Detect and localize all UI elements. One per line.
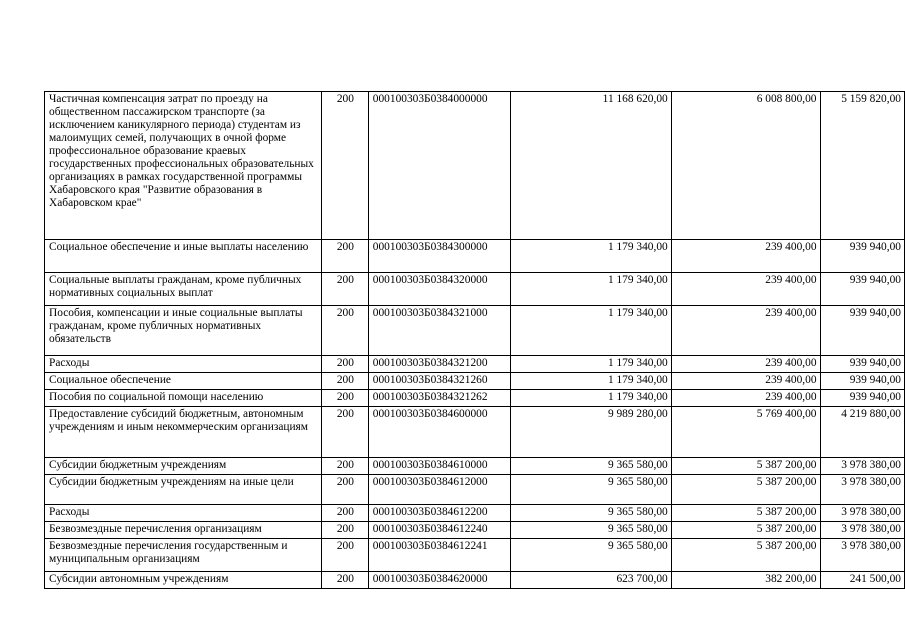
row-code: 200 — [322, 458, 369, 475]
row-value-1: 1 179 340,00 — [510, 306, 671, 356]
table-row — [45, 407, 905, 458]
row-code: 200 — [322, 407, 369, 458]
table-row — [45, 306, 905, 356]
row-csr: 000100303Б0384612200 — [368, 505, 510, 522]
table-row — [45, 390, 905, 407]
row-name: Социальное обеспечение и иные выплаты населению — [45, 240, 322, 273]
row-csr: 000100303Б0384600000 — [368, 407, 510, 458]
row-value-3: 3 978 380,00 — [820, 458, 904, 475]
row-value-1: 9 365 580,00 — [510, 505, 671, 522]
row-value-2: 239 400,00 — [671, 356, 820, 373]
table-row — [45, 373, 905, 390]
row-csr: 000100303Б0384321260 — [368, 373, 510, 390]
row-csr: 000100303Б0384321200 — [368, 356, 510, 373]
row-value-3: 3 978 380,00 — [820, 522, 904, 539]
row-csr: 000100303Б0384612241 — [368, 539, 510, 572]
row-code: 200 — [322, 273, 369, 306]
table-row — [45, 522, 905, 539]
row-name: Пособия по социальной помощи населению — [45, 390, 322, 407]
row-code: 200 — [322, 475, 369, 505]
row-csr: 000100303Б0384300000 — [368, 240, 510, 273]
row-value-1: 1 179 340,00 — [510, 390, 671, 407]
row-value-3: 939 940,00 — [820, 240, 904, 273]
row-value-3: 5 159 820,00 — [820, 92, 904, 240]
row-code: 200 — [322, 92, 369, 240]
row-code: 200 — [322, 390, 369, 407]
table-row — [45, 273, 905, 306]
row-value-2: 5 387 200,00 — [671, 539, 820, 572]
row-value-1: 11 168 620,00 — [510, 92, 671, 240]
row-code: 200 — [322, 240, 369, 273]
row-csr: 000100303Б0384321000 — [368, 306, 510, 356]
row-value-3: 241 500,00 — [820, 572, 904, 589]
row-value-3: 939 940,00 — [820, 373, 904, 390]
row-value-3: 939 940,00 — [820, 390, 904, 407]
table-row — [45, 356, 905, 373]
row-csr: 000100303Б0384321262 — [368, 390, 510, 407]
row-name: Безвозмездные перечисления государственным и муниципальным организациям — [45, 539, 322, 572]
row-name: Безвозмездные перечисления организациям — [45, 522, 322, 539]
row-code: 200 — [322, 373, 369, 390]
row-value-2: 5 387 200,00 — [671, 522, 820, 539]
row-value-1: 623 700,00 — [510, 572, 671, 589]
row-csr: 000100303Б0384000000 — [368, 92, 510, 240]
row-value-3: 3 978 380,00 — [820, 539, 904, 572]
row-csr: 000100303Б0384612000 — [368, 475, 510, 505]
row-value-2: 239 400,00 — [671, 240, 820, 273]
row-value-1: 9 365 580,00 — [510, 539, 671, 572]
row-value-2: 239 400,00 — [671, 306, 820, 356]
row-value-2: 239 400,00 — [671, 373, 820, 390]
row-value-2: 239 400,00 — [671, 273, 820, 306]
row-value-3: 3 978 380,00 — [820, 505, 904, 522]
table-row — [45, 505, 905, 522]
row-csr: 000100303Б0384620000 — [368, 572, 510, 589]
row-value-2: 5 387 200,00 — [671, 475, 820, 505]
row-name: Расходы — [45, 505, 322, 522]
table-row — [45, 458, 905, 475]
row-code: 200 — [322, 522, 369, 539]
row-name: Субсидии бюджетным учреждениям — [45, 458, 322, 475]
row-value-1: 1 179 340,00 — [510, 240, 671, 273]
row-value-2: 6 008 800,00 — [671, 92, 820, 240]
table-row — [45, 92, 905, 240]
table-row — [45, 240, 905, 273]
row-value-1: 9 365 580,00 — [510, 522, 671, 539]
row-name: Пособия, компенсации и иные социальные выплаты гражданам, кроме публичных нормативных обязательств — [45, 306, 322, 356]
row-value-3: 939 940,00 — [820, 306, 904, 356]
table-row — [45, 539, 905, 572]
row-value-2: 5 387 200,00 — [671, 505, 820, 522]
row-value-3: 4 219 880,00 — [820, 407, 904, 458]
row-value-3: 3 978 380,00 — [820, 475, 904, 505]
table-row — [45, 475, 905, 505]
row-value-3: 939 940,00 — [820, 273, 904, 306]
row-name: Расходы — [45, 356, 322, 373]
row-value-1: 9 365 580,00 — [510, 458, 671, 475]
table-row — [45, 572, 905, 589]
row-value-2: 239 400,00 — [671, 390, 820, 407]
row-code: 200 — [322, 306, 369, 356]
row-value-1: 9 989 280,00 — [510, 407, 671, 458]
row-code: 200 — [322, 539, 369, 572]
row-name: Предоставление субсидий бюджетным, автономным учреждениям и иным некоммерческим организациям — [45, 407, 322, 458]
budget-table — [44, 91, 905, 589]
row-value-2: 5 387 200,00 — [671, 458, 820, 475]
row-csr: 000100303Б0384610000 — [368, 458, 510, 475]
row-value-1: 1 179 340,00 — [510, 373, 671, 390]
row-csr: 000100303Б0384612240 — [368, 522, 510, 539]
row-csr: 000100303Б0384320000 — [368, 273, 510, 306]
budget-table-body — [45, 92, 905, 589]
row-code: 200 — [322, 572, 369, 589]
row-code: 200 — [322, 356, 369, 373]
row-name: Субсидии бюджетным учреждениям на иные цели — [45, 475, 322, 505]
row-name: Частичная компенсация затрат по проезду на общественном пассажирском транспорте (за исключением каникулярного периода) студентам из малоимущих семей, получающих в очной форме профессиональное образование краевых государственных профессиональных образовательных организациях в рамках государственной программы Хабаровского края "Развитие образования в Хабаровском крае" — [45, 92, 322, 240]
row-value-3: 939 940,00 — [820, 356, 904, 373]
row-code: 200 — [322, 505, 369, 522]
row-name: Социальные выплаты гражданам, кроме публичных нормативных социальных выплат — [45, 273, 322, 306]
row-name: Социальное обеспечение — [45, 373, 322, 390]
row-value-1: 9 365 580,00 — [510, 475, 671, 505]
row-value-2: 382 200,00 — [671, 572, 820, 589]
row-value-1: 1 179 340,00 — [510, 273, 671, 306]
row-value-1: 1 179 340,00 — [510, 356, 671, 373]
row-value-2: 5 769 400,00 — [671, 407, 820, 458]
row-name: Субсидии автономным учреждениям — [45, 572, 322, 589]
